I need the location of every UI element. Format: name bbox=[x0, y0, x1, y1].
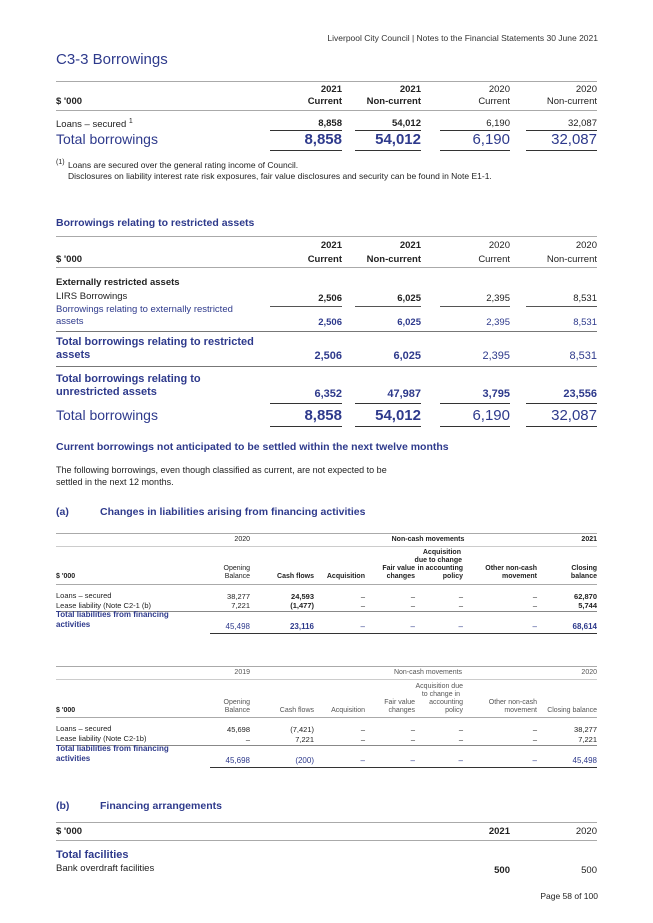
section-b-title: Financing arrangements bbox=[100, 800, 222, 812]
col-year: 2021 bbox=[488, 826, 510, 837]
section-heading: Total facilities bbox=[56, 849, 129, 861]
col-year: 2021 bbox=[320, 84, 342, 95]
subsection-title: Current borrowings not anticipated to be settled within the next twelve months bbox=[56, 441, 449, 453]
cell: – bbox=[458, 622, 463, 631]
section-title: C3-3 Borrowings bbox=[56, 51, 168, 68]
cell: 6,190 bbox=[486, 118, 510, 129]
cell: 8,531 bbox=[569, 350, 597, 362]
hdr-text: Acquisition bbox=[422, 549, 461, 556]
hdr-text: Acquisition bbox=[331, 707, 365, 714]
cell: – bbox=[360, 592, 365, 601]
unit-label: $ '000 bbox=[56, 707, 76, 714]
cell: 6,352 bbox=[314, 388, 342, 400]
hdr-text: in accounting bbox=[417, 565, 463, 572]
hdr-text: Fair value bbox=[384, 699, 415, 706]
hdr-text: Acquisition bbox=[326, 573, 365, 580]
cell: – bbox=[410, 592, 415, 601]
hdr-text: Opening bbox=[223, 565, 250, 572]
total-cell: 6,190 bbox=[472, 131, 510, 148]
cell: 5,744 bbox=[578, 601, 597, 610]
cell: – bbox=[360, 601, 365, 610]
col-type: Current bbox=[478, 254, 510, 265]
unit-label: $ '000 bbox=[56, 254, 83, 265]
cell: 68,614 bbox=[572, 622, 597, 631]
section-a-letter: (a) bbox=[56, 506, 69, 518]
cell: – bbox=[360, 756, 365, 765]
col-year: 2020 bbox=[581, 669, 597, 676]
cell: 2,395 bbox=[486, 317, 510, 328]
col-type: Non-current bbox=[366, 254, 421, 265]
cell: – bbox=[360, 735, 365, 744]
row-label: Loans – secured $^1$ bbox=[56, 118, 133, 131]
hdr-text: changes bbox=[388, 707, 415, 714]
cell: 32,087 bbox=[567, 118, 597, 129]
cell: – bbox=[458, 601, 463, 610]
total-cell: 6,190 bbox=[472, 407, 510, 424]
hdr-text: due to change bbox=[414, 557, 462, 564]
row-label: Loans – secured bbox=[56, 724, 112, 733]
unit-label: $ '000 bbox=[56, 96, 83, 107]
col-year: 2020 bbox=[575, 826, 597, 837]
row-label: Total liabilities from financing bbox=[56, 610, 169, 619]
row-label: activities bbox=[56, 620, 91, 629]
col-year: 2020 bbox=[234, 536, 250, 543]
cell: 2,395 bbox=[482, 350, 510, 362]
section-b-letter: (b) bbox=[56, 800, 70, 812]
hdr-text: policy bbox=[445, 707, 463, 714]
col-type: Current bbox=[478, 96, 510, 107]
cell: – bbox=[410, 756, 415, 765]
col-type: Current bbox=[307, 254, 342, 265]
cell: 500 bbox=[494, 865, 510, 876]
hdr-text: Other non-cash bbox=[488, 699, 537, 706]
total-cell: 8,858 bbox=[304, 131, 342, 148]
paragraph: The following borrowings, even though classified as current, are not expected to be bbox=[56, 465, 387, 475]
cell: – bbox=[458, 756, 463, 765]
col-year: 2021 bbox=[399, 240, 421, 251]
cell: 6,025 bbox=[393, 350, 421, 362]
cell: – bbox=[458, 735, 463, 744]
hdr-text: Cash flows bbox=[277, 573, 314, 580]
total-label: Total borrowings bbox=[56, 131, 158, 147]
cell: 7,221 bbox=[231, 601, 250, 610]
footnote-line: Loans are secured over the general rating income of Council. bbox=[68, 160, 299, 170]
cell: – bbox=[360, 622, 365, 631]
cell: – bbox=[410, 622, 415, 631]
row-label: Lease liability (Note C2-1 (b) bbox=[56, 601, 152, 610]
col-type: Non-current bbox=[546, 96, 597, 107]
noncash-header: Non-cash movements bbox=[393, 669, 463, 676]
hdr-text: Cash flows bbox=[279, 707, 314, 714]
cell: 38,277 bbox=[227, 592, 250, 601]
col-year: 2019 bbox=[234, 669, 250, 676]
cell: (200) bbox=[295, 756, 314, 765]
cell: 2,395 bbox=[486, 293, 510, 304]
col-year: 2020 bbox=[575, 240, 597, 251]
cell: – bbox=[532, 622, 537, 631]
col-type: Non-current bbox=[366, 96, 421, 107]
row-label: Borrowings relating to externally restricted bbox=[56, 304, 233, 315]
hdr-text: Balance bbox=[224, 573, 250, 580]
cell: 54,012 bbox=[391, 118, 421, 129]
col-year: 2020 bbox=[488, 84, 510, 95]
cell: 62,870 bbox=[574, 592, 597, 601]
total-cell: 54,012 bbox=[375, 131, 421, 148]
cell: – bbox=[360, 725, 365, 734]
cell: 6,025 bbox=[397, 317, 421, 328]
cell: – bbox=[410, 725, 415, 734]
cell: 45,498 bbox=[225, 622, 250, 631]
row-label: assets bbox=[56, 316, 84, 327]
page-number: Page 58 of 100 bbox=[540, 891, 598, 901]
col-year: 2020 bbox=[488, 240, 510, 251]
cell: 7,221 bbox=[578, 735, 597, 744]
cell: – bbox=[532, 725, 537, 734]
hdr-text: Closing bbox=[571, 565, 597, 572]
total-cell: 8,858 bbox=[304, 407, 342, 424]
cell: 45,698 bbox=[227, 725, 250, 734]
cell: – bbox=[532, 592, 537, 601]
total-cell: 54,012 bbox=[375, 407, 421, 424]
cell: 8,858 bbox=[318, 118, 342, 129]
hdr-text: Fair value bbox=[382, 565, 415, 572]
col-year: 2021 bbox=[581, 536, 597, 543]
cell: – bbox=[410, 735, 415, 744]
hdr-text: Other non-cash bbox=[485, 565, 537, 572]
hdr-text: balance bbox=[570, 573, 597, 580]
cell: 2,506 bbox=[314, 350, 342, 362]
cell: 8,531 bbox=[573, 293, 597, 304]
section-heading: Externally restricted assets bbox=[56, 277, 180, 288]
hdr-text: Acquisition due bbox=[415, 683, 463, 690]
section-a-title: Changes in liabilities arising from financing activities bbox=[100, 506, 366, 518]
cell: – bbox=[458, 592, 463, 601]
total-label: Total borrowings bbox=[56, 407, 158, 423]
row-label: unrestricted assets bbox=[56, 386, 157, 398]
unit-label: $ '000 bbox=[56, 573, 76, 580]
total-cell: 32,087 bbox=[551, 131, 597, 148]
cell: – bbox=[410, 601, 415, 610]
cell: 47,987 bbox=[387, 388, 421, 400]
cell: 23,556 bbox=[563, 388, 597, 400]
col-year: 2021 bbox=[320, 240, 342, 251]
cell: 38,277 bbox=[574, 725, 597, 734]
cell: (7,421) bbox=[290, 725, 314, 734]
row-label: Total liabilities from financing bbox=[56, 744, 169, 753]
cell: 8,531 bbox=[573, 317, 597, 328]
cell: – bbox=[458, 725, 463, 734]
cell: (1,477) bbox=[290, 601, 314, 610]
col-type: Current bbox=[307, 96, 342, 107]
cell: 2,506 bbox=[318, 317, 342, 328]
cell: 45,698 bbox=[225, 756, 250, 765]
row-label: Lease liability (Note C2-1b) bbox=[56, 734, 147, 743]
row-label: Bank overdraft facilities bbox=[56, 863, 155, 874]
row-label: activities bbox=[56, 754, 91, 763]
restricted-title: Borrowings relating to restricted assets bbox=[56, 217, 255, 229]
footnote-marker: (1) bbox=[56, 159, 65, 166]
hdr-text: Closing balance bbox=[547, 707, 597, 714]
hdr-text: Opening bbox=[223, 699, 250, 706]
cell: 3,795 bbox=[482, 388, 510, 400]
cell: – bbox=[532, 756, 537, 765]
hdr-text: movement bbox=[501, 573, 537, 580]
hdr-text: policy bbox=[442, 573, 463, 580]
col-type: Non-current bbox=[546, 254, 597, 265]
page-header: Liverpool City Council | Notes to the Financial Statements 30 June 2021 bbox=[327, 33, 598, 43]
cell: 2,506 bbox=[318, 293, 342, 304]
cell: 45,498 bbox=[572, 756, 597, 765]
hdr-text: accounting bbox=[429, 699, 463, 706]
row-label: LIRS Borrowings bbox=[56, 291, 128, 302]
col-year: 2020 bbox=[575, 84, 597, 95]
row-label: Loans – secured bbox=[56, 591, 112, 600]
unit-label: $ '000 bbox=[56, 826, 83, 837]
cell: 6,025 bbox=[397, 293, 421, 304]
total-cell: 32,087 bbox=[551, 407, 597, 424]
cell: 7,221 bbox=[295, 735, 314, 744]
cell: – bbox=[532, 601, 537, 610]
hdr-text: changes bbox=[386, 573, 415, 580]
cell: 23,116 bbox=[289, 622, 314, 631]
row-label: Total borrowings relating to restricted bbox=[56, 336, 254, 348]
col-year: 2021 bbox=[399, 84, 421, 95]
cell: – bbox=[532, 735, 537, 744]
hdr-text: to change in bbox=[421, 691, 460, 698]
paragraph: settled in the next 12 months. bbox=[56, 477, 174, 487]
cell: 500 bbox=[581, 865, 597, 876]
row-label: Total borrowings relating to bbox=[56, 373, 201, 385]
hdr-text: movement bbox=[504, 707, 537, 714]
noncash-header: Non-cash movements bbox=[391, 536, 465, 543]
hdr-text: Balance bbox=[224, 707, 250, 714]
footnote-line: Disclosures on liability interest rate risk exposures, fair value disclosures and security can be found in Note E1-1. bbox=[68, 171, 492, 181]
cell: – bbox=[245, 735, 250, 744]
row-label: assets bbox=[56, 349, 91, 361]
cell: 24,593 bbox=[291, 592, 314, 601]
